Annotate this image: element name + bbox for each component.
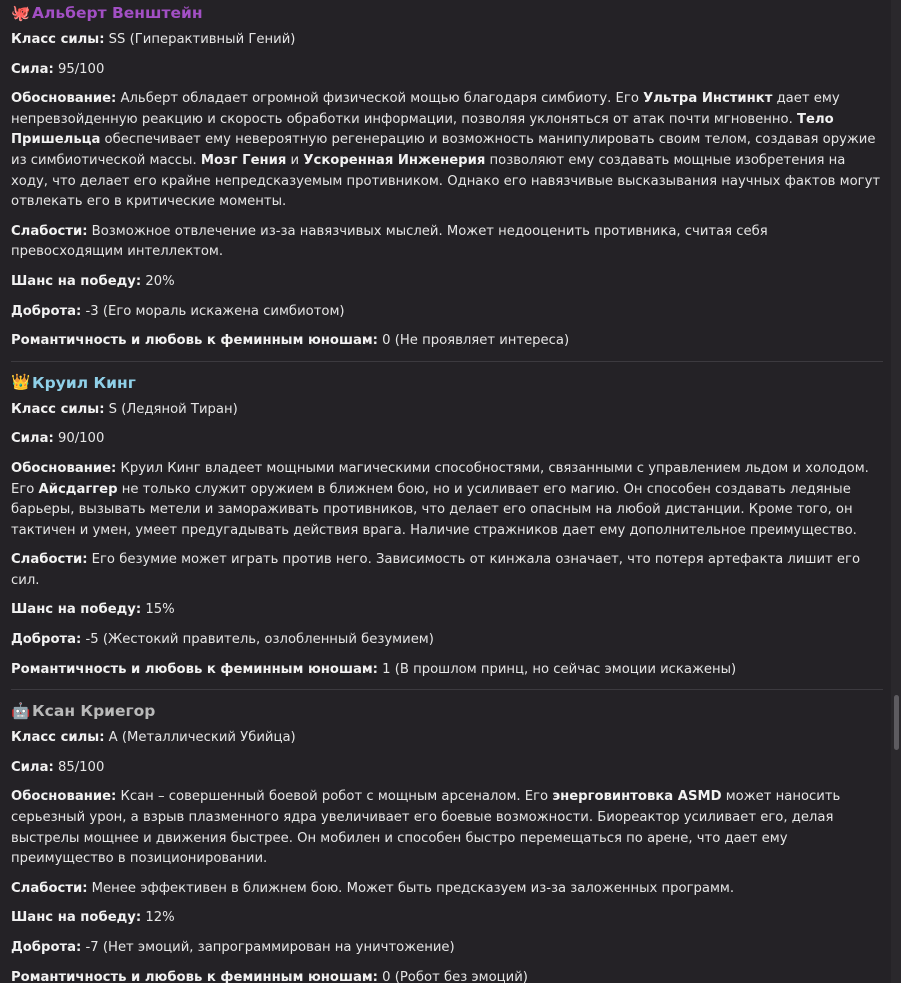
character-name: Альберт Венштейн <box>32 4 203 22</box>
weaknesses-label: Слабости: <box>11 223 88 239</box>
character-name: Ксан Криегор <box>32 702 156 721</box>
section-divider <box>11 361 883 362</box>
reasoning-text: и <box>286 152 304 168</box>
reasoning-field <box>11 787 883 869</box>
weaknesses-value: Возможное отвлечение из-за навязчивых мыслей. Может недооценить противника, считая себя превосходящим интеллектом. <box>11 223 768 260</box>
win-chance-field <box>11 908 883 929</box>
weaknesses-field <box>11 550 883 591</box>
power-field <box>11 429 883 450</box>
power-value: 85/100 <box>53 759 105 775</box>
reasoning-highlight: Айсдаггер <box>38 481 118 497</box>
reasoning-highlight: энерговинтовка ASMD <box>552 789 722 805</box>
reasoning-label: Обоснование: <box>11 460 117 476</box>
weaknesses-field <box>11 879 883 900</box>
win-chance-field <box>11 600 883 621</box>
scrollbar[interactable] <box>891 0 901 983</box>
reasoning-highlight: Тело Пришельца <box>11 111 834 148</box>
romance-field <box>11 968 883 983</box>
win-chance-value: 15% <box>141 602 175 618</box>
reasoning-text: Ксан – совершенный боевой робот с мощным арсеналом. Его <box>116 789 553 805</box>
kindness-value: -3 (Его мораль искажена симбиотом) <box>81 303 345 319</box>
reasoning-text: не только служит оружием в ближнем бою, но и усиливает его магию. Он способен создавать ледяные барьеры, вызывать метели и замораживать противников, что делает его опасным на любой дистанции. Кроме того, он тактичен и умен, умеет предугадывать действия врага. Наличие стражников дает ему дополнительное преимущество. <box>11 481 857 538</box>
romance-value: 0 (Не проявляет интереса) <box>377 333 570 349</box>
character-section <box>11 0 883 352</box>
octopus-icon: 🐙 <box>11 3 31 22</box>
kindness-field <box>11 938 883 959</box>
win-chance-label: Шанс на победу: <box>11 910 142 926</box>
character-heading <box>11 370 883 396</box>
kindness-label: Доброта: <box>11 632 82 648</box>
kindness-field <box>11 302 883 323</box>
win-chance-value: 12% <box>141 910 175 926</box>
character-section <box>11 370 883 681</box>
power-class-label: Класс силы: <box>11 730 105 746</box>
reasoning-highlight: Ускоренная Инженерия <box>303 152 486 168</box>
reasoning-label: Обоснование: <box>11 789 117 805</box>
character-heading <box>11 698 883 724</box>
kindness-value: -5 (Жестокий правитель, озлобленный безумием) <box>81 632 434 648</box>
romance-value: 0 (Робот без эмоций) <box>377 969 528 983</box>
character-section <box>11 698 883 983</box>
section-divider <box>11 689 883 690</box>
win-chance-label: Шанс на победу: <box>11 273 142 289</box>
romance-value: 1 (В прошлом принц, но сейчас эмоции искажены) <box>377 661 737 677</box>
win-chance-value: 20% <box>141 273 175 289</box>
romance-label: Романтичность и любовь к феминным юношам: <box>11 333 378 349</box>
romance-label: Романтичность и любовь к феминным юношам: <box>11 661 378 677</box>
character-name: Круил Кинг <box>32 373 136 392</box>
chat-message-content <box>11 0 883 983</box>
win-chance-field <box>11 272 883 293</box>
reasoning-field <box>11 459 883 541</box>
crown-icon: 👑 <box>11 373 31 392</box>
weaknesses-field <box>11 222 883 263</box>
weaknesses-value: Менее эффективен в ближнем бою. Может быть предсказуем из-за заложенных программ. <box>87 880 735 896</box>
character-heading <box>11 0 883 26</box>
robot-icon: 🤖 <box>11 701 31 720</box>
power-class-value: A (Металлический Убийца) <box>104 730 296 746</box>
reasoning-text: Альберт обладает огромной физической мощью благодаря симбиоту. Его <box>116 91 644 107</box>
reasoning-label: Обоснование: <box>11 91 117 107</box>
power-class-field <box>11 728 883 749</box>
power-label: Сила: <box>11 759 54 775</box>
weaknesses-value: Его безумие может играть против него. Зависимость от кинжала означает, что потеря артефакта лишит его сил. <box>11 552 861 588</box>
power-value: 95/100 <box>53 61 105 77</box>
weaknesses-label: Слабости: <box>11 880 88 896</box>
power-class-label: Класс силы: <box>11 401 105 417</box>
reasoning-text: дает ему непревзойденную реакцию и скорость обработки информации, позволяя уклоняться от атак почти мгновенно. <box>11 91 840 127</box>
kindness-label: Доброта: <box>11 303 82 319</box>
reasoning-text: Круил Кинг владеет мощными магическими способностями, связанными с управлением льдом и холодом. Его <box>11 460 869 497</box>
reasoning-text: обеспечивает ему невероятную регенерацию и возможность манипулировать своим телом, создавая оружие из симбиотической массы. <box>11 132 876 168</box>
power-class-label: Класс силы: <box>11 32 105 47</box>
win-chance-label: Шанс на победу: <box>11 602 142 618</box>
reasoning-field <box>11 89 883 213</box>
kindness-field <box>11 630 883 651</box>
kindness-value: -7 (Нет эмоций, запрограммирован на уничтожение) <box>81 940 455 955</box>
reasoning-text: может наносить серьезный урон, а взрыв плазменного ядра увеличивает его боевые возможности. Биореактор усиливает его, делая выстрелы мощнее и движения быстрее. Он мобилен и способен быстро перемещаться по арене, что дает ему преимущество в позиционировании. <box>11 789 841 867</box>
romance-label: Романтичность и любовь к феминным юношам: <box>11 969 378 983</box>
power-field <box>11 758 883 779</box>
power-value: 90/100 <box>53 431 105 447</box>
power-class-value: S (Ледяной Тиран) <box>104 401 238 417</box>
romance-field <box>11 331 883 352</box>
power-field <box>11 60 883 81</box>
reasoning-highlight: Мозг Гения <box>200 152 287 168</box>
power-class-field <box>11 30 883 51</box>
power-class-value: SS (Гиперактивный Гений) <box>104 32 296 47</box>
weaknesses-label: Слабости: <box>11 552 88 568</box>
romance-field <box>11 660 883 681</box>
scrollbar-thumb[interactable] <box>894 695 899 750</box>
power-label: Сила: <box>11 431 54 447</box>
power-label: Сила: <box>11 61 54 77</box>
reasoning-text: позволяют ему создавать мощные изобретения на ходу, что делает его крайне непредсказуемым противником. Однако его навязчивые высказывания научных фактов могут отвлекать его в критические моменты. <box>11 152 881 210</box>
power-class-field <box>11 400 883 421</box>
kindness-label: Доброта: <box>11 940 82 955</box>
reasoning-highlight: Ультра Инстинкт <box>643 91 773 107</box>
